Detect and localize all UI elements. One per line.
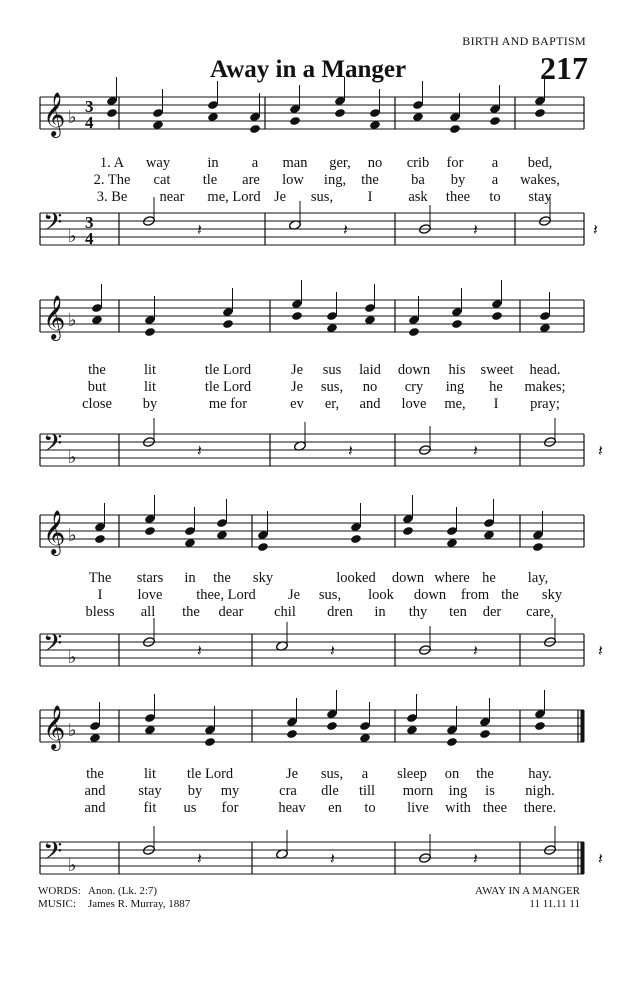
notehead [257, 542, 269, 552]
lyric-syllable: the [88, 362, 106, 378]
notehead [204, 737, 216, 747]
lyric-syllable: ger, [329, 155, 351, 171]
lyric-syllable: by [142, 396, 158, 412]
lyric-syllable: sus [322, 362, 342, 378]
lyric-syllable: chil [274, 604, 296, 620]
credits [38, 885, 190, 911]
notehead [532, 542, 544, 552]
lyric-syllable: sky [541, 587, 563, 603]
lyric-syllable: a [251, 155, 259, 171]
lyric-syllable: ask [408, 189, 428, 205]
time-signature-bottom: 4 [85, 113, 94, 132]
flat-key-signature: ♭ [68, 855, 77, 876]
lyric-syllable: for [446, 155, 464, 171]
tune-name: AWAY IN A MANGER [475, 885, 580, 897]
lyric-syllable: bless [85, 604, 115, 620]
bass-clef-icon: 𝄢 [43, 629, 63, 664]
lyric-syllable: a [361, 766, 369, 782]
treble-clef-icon: 𝄞 [43, 92, 66, 136]
lyric-syllable: a [491, 172, 499, 188]
lyric-syllable: from [460, 587, 490, 603]
quarter-rest: 𝄽 [473, 849, 478, 868]
lyric-syllable: 1. A [99, 155, 125, 171]
lyric-syllable: sus, [318, 587, 342, 603]
lyric-syllable: fit [143, 800, 157, 816]
quarter-rest: 𝄽 [598, 641, 603, 660]
lyric-syllable: by [187, 783, 203, 799]
lyric-syllable: way [145, 155, 171, 171]
lyric-syllable: heav [278, 800, 306, 816]
notehead [350, 534, 362, 544]
notehead [94, 534, 106, 544]
meter: 11 11.11 11 [529, 898, 580, 910]
quarter-rest: 𝄽 [473, 641, 478, 660]
flat-key-signature: ♭ [68, 107, 77, 128]
lyric-syllable: Je [285, 766, 299, 782]
lyric-syllable: ten [449, 604, 467, 620]
lyric-syllable: down [413, 587, 447, 603]
notehead [249, 124, 261, 134]
lyric-syllable: tle Lord [204, 362, 252, 378]
lyric-syllable: and [84, 800, 106, 816]
lyric-syllable: ev [290, 396, 304, 412]
lyric-syllable: my [220, 783, 240, 799]
lyric-syllable: he [482, 570, 496, 586]
lyric-syllable: ing [445, 379, 465, 395]
quarter-rest: 𝄽 [343, 220, 348, 239]
lyric-syllable: me, Lord [207, 189, 261, 205]
lyric-syllable: live [407, 800, 429, 816]
bass-clef-icon: 𝄢 [43, 208, 63, 243]
lyric-syllable: no [367, 155, 383, 171]
lyric-syllable: the [361, 172, 379, 188]
flat-key-signature: ♭ [68, 647, 77, 668]
lyric-syllable: thee, Lord [196, 587, 256, 603]
quarter-rest: 𝄽 [598, 849, 603, 868]
lyric-syllable: to [489, 189, 501, 205]
notehead [451, 319, 463, 329]
lyric-syllable: stars [136, 570, 164, 586]
lyric-syllable: lit [143, 362, 157, 378]
tune-info [475, 885, 580, 911]
lyric-syllable: cry [404, 379, 424, 395]
music-credit: James R. Murray, 1887 [88, 898, 191, 910]
lyric-syllable: a [491, 155, 499, 171]
lyric-syllable: thy [408, 604, 428, 620]
lyric-syllable: ing, [323, 172, 347, 188]
quarter-rest: 𝄽 [197, 220, 202, 239]
lyric-syllable: 2. The [93, 172, 131, 188]
lyric-syllable: is [485, 783, 495, 799]
lyric-syllable: laid [359, 362, 381, 378]
lyric-syllable: are [242, 172, 260, 188]
quarter-rest: 𝄽 [473, 441, 478, 460]
lyric-syllable: the [213, 570, 231, 586]
lyric-syllable: Je [273, 189, 287, 205]
lyric-syllable: his [448, 362, 466, 378]
lyric-syllable: stay [528, 189, 552, 205]
bass-clef-icon: 𝄢 [43, 429, 63, 464]
lyric-syllable: and [359, 396, 381, 412]
lyric-syllable: tle Lord [204, 379, 252, 395]
lyric-syllable: care, [526, 604, 554, 620]
lyric-syllable: where [434, 570, 470, 586]
notehead [534, 108, 546, 118]
notehead [144, 327, 156, 337]
quarter-rest: 𝄽 [197, 441, 202, 460]
lyric-syllable: on [444, 766, 460, 782]
lyric-syllable: love [401, 396, 427, 412]
hymn-title: Away in a Manger [210, 56, 407, 83]
lyric-syllable: sus, [320, 379, 344, 395]
lyric-syllable: I [97, 587, 103, 603]
time-signature-bottom: 4 [85, 229, 94, 248]
flat-key-signature: ♭ [68, 310, 77, 331]
lyric-syllable: dren [327, 604, 353, 620]
quarter-rest: 𝄽 [593, 220, 598, 239]
lyric-syllable: till [358, 783, 376, 799]
lyric-syllable: ba [411, 172, 425, 188]
lyric-syllable: bed, [527, 155, 553, 171]
lyric-syllable: near [159, 189, 185, 205]
lyric-syllable: wakes, [520, 172, 560, 188]
flat-key-signature: ♭ [68, 226, 77, 247]
lyric-syllable: makes; [524, 379, 566, 395]
notehead [334, 108, 346, 118]
notehead [291, 311, 303, 321]
lyric-syllable: crib [406, 155, 430, 171]
lyric-syllable: en [328, 800, 342, 816]
notehead [408, 327, 420, 337]
lyric-syllable: I [493, 396, 499, 412]
lyric-syllable: sus, [310, 189, 334, 205]
notehead [326, 721, 338, 731]
lyric-syllable: lit [143, 766, 157, 782]
lyric-syllable: sweet [480, 362, 514, 378]
time-signature-top: 3 [85, 213, 94, 232]
lyric-syllable: the [501, 587, 519, 603]
lyric-syllable: all [140, 604, 156, 620]
lyric-syllable: dle [321, 783, 339, 799]
notehead [222, 319, 234, 329]
lyric-syllable: in [184, 570, 196, 586]
lyric-syllable: lay, [527, 570, 549, 586]
lyric-syllable: tle Lord [186, 766, 234, 782]
notehead [144, 526, 156, 536]
section-label: BIRTH AND BAPTISM [462, 34, 586, 48]
lyric-syllable: cat [153, 172, 171, 188]
lyric-syllable: Je [290, 362, 304, 378]
lyric-syllable: look [368, 587, 394, 603]
lyric-syllable: cra [279, 783, 297, 799]
lyric-syllable: me, [444, 396, 466, 412]
quarter-rest: 𝄽 [473, 220, 478, 239]
lyric-syllable: the [182, 604, 200, 620]
notehead [402, 526, 414, 536]
lyric-syllable: 3. Be [96, 189, 128, 205]
lyric-syllable: ing [448, 783, 468, 799]
lyric-syllable: down [391, 570, 425, 586]
lyric-syllable: Je [290, 379, 304, 395]
quarter-rest: 𝄽 [330, 849, 335, 868]
treble-clef-icon: 𝄞 [43, 705, 66, 749]
lyric-syllable: dear [218, 604, 244, 620]
notehead [491, 311, 503, 321]
lyric-syllable: thee [445, 189, 471, 205]
lyric-syllable: stay [138, 783, 162, 799]
quarter-rest: 𝄽 [197, 849, 202, 868]
lyric-syllable: by [450, 172, 466, 188]
notehead [446, 737, 458, 747]
lyric-syllable: thee [482, 800, 508, 816]
hymn-number: 217 [540, 50, 588, 86]
quarter-rest: 𝄽 [348, 441, 353, 460]
lyric-syllable: the [86, 766, 104, 782]
lyric-syllable: The [88, 570, 112, 586]
lyric-syllable: down [397, 362, 431, 378]
flat-key-signature: ♭ [68, 525, 77, 546]
bass-clef-icon: 𝄢 [43, 837, 63, 872]
music-label: MUSIC: [38, 898, 76, 910]
lyric-syllable: hay. [528, 766, 552, 782]
lyric-syllable: pray; [530, 396, 560, 412]
notehead [289, 116, 301, 126]
notehead [534, 721, 546, 731]
notehead [489, 116, 501, 126]
lyric-syllable: sky [252, 570, 274, 586]
lyric-syllable: us [183, 800, 197, 816]
notehead [449, 124, 461, 134]
lyric-syllable: but [87, 379, 107, 395]
lyric-syllable: there. [523, 800, 557, 816]
flat-key-signature: ♭ [68, 720, 77, 741]
time-signature-top: 3 [85, 97, 94, 116]
lyric-syllable: sus, [320, 766, 344, 782]
lyric-syllable: Je [287, 587, 301, 603]
lyric-syllable: close [82, 396, 112, 412]
quarter-rest: 𝄽 [330, 641, 335, 660]
notehead [479, 729, 491, 739]
lyric-syllable: looked [336, 570, 376, 586]
lyric-syllable: lit [143, 379, 157, 395]
lyric-syllable: the [476, 766, 494, 782]
lyric-syllable: head. [529, 362, 561, 378]
lyric-syllable: der [482, 604, 502, 620]
lyric-syllable: love [137, 587, 163, 603]
lyric-syllable: in [207, 155, 219, 171]
lyric-syllable: man [282, 155, 308, 171]
lyric-syllable: no [362, 379, 378, 395]
lyric-syllable: er, [324, 396, 340, 412]
lyric-syllable: for [221, 800, 239, 816]
treble-clef-icon: 𝄞 [43, 510, 66, 554]
lyric-syllable: he [489, 379, 503, 395]
lyric-syllable: sleep [397, 766, 427, 782]
quarter-rest: 𝄽 [598, 441, 603, 460]
words-label: WORDS: [38, 885, 81, 897]
quarter-rest: 𝄽 [197, 641, 202, 660]
notehead [106, 108, 118, 118]
notehead [286, 729, 298, 739]
lyric-syllable: in [374, 604, 386, 620]
lyric-syllable: I [367, 189, 373, 205]
lyric-syllable: morn [402, 783, 434, 799]
lyric-syllable: and [84, 783, 106, 799]
lyric-syllable: tle [202, 172, 218, 188]
lyric-syllable: to [364, 800, 376, 816]
lyric-syllable: with [445, 800, 471, 816]
treble-clef-icon: 𝄞 [43, 295, 66, 339]
flat-key-signature: ♭ [68, 447, 77, 468]
words-credit: Anon. (Lk. 2:7) [88, 885, 158, 897]
lyric-syllable: me for [208, 396, 248, 412]
lyric-syllable: low [282, 172, 304, 188]
lyric-syllable: nigh. [525, 783, 555, 799]
